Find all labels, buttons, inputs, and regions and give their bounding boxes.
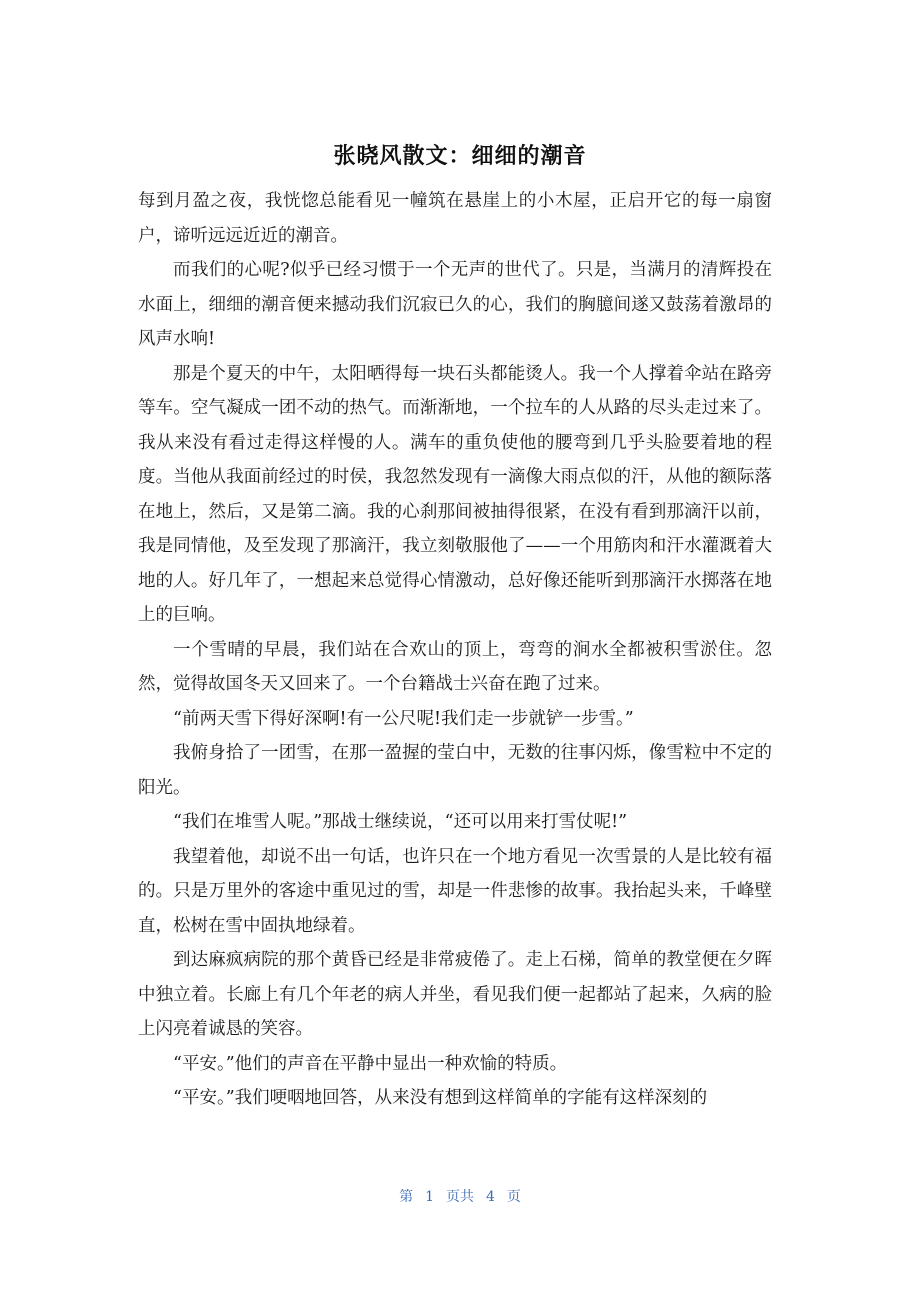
paragraph: 我望着他，却说不出一句话，也许只在一个地方看见一次雪景的人是比较有福的。只是万里外的客途中重见过的雪，却是一件悲惨的故事。我抬起头来，千峰壁直，松树在雪中固执地绿着。: [138, 846, 772, 936]
footer-label-page: 第: [399, 1189, 414, 1205]
page-footer: [0, 1186, 920, 1206]
paragraph: “前两天雪下得好深啊!有一公尺呢!我们走一步就铲一步雪。”: [173, 708, 634, 729]
paragraph: “我们在堆雪人呢。”那战士继续说，“还可以用来打雪仗呢!”: [173, 812, 628, 832]
paragraph: 到达麻疯病院的那个黄昏已经是非常疲倦了。走上石梯，简单的教堂便在夕晖中独立着。长廊上有几个年老的病人并坐，看见我们便一起都站了起来，久病的脸上闪亮着诚恳的笑容。: [138, 950, 772, 1039]
document-body: [138, 184, 772, 1116]
document-title: 张晓风散文：细细的潮音: [333, 144, 587, 169]
footer-label-end: 页: [506, 1189, 521, 1205]
footer-current-page: 1: [425, 1189, 434, 1205]
paragraph: “平安。”他们的声音在平静中显出一种欢愉的特质。: [173, 1053, 568, 1074]
footer-label-of: 页共: [446, 1189, 474, 1205]
paragraph: 一个雪晴的早晨，我们站在合欢山的顶上，弯弯的涧水全都被积雪淤住。忽然，觉得故国冬天又回来了。一个台籍战士兴奋在跑了过来。: [138, 639, 772, 694]
footer-total-pages: 4: [486, 1189, 495, 1205]
paragraph: 我俯身拾了一团雪，在那一盈握的莹白中，无数的往事闪烁，像雪粒中不定的阳光。: [138, 743, 772, 798]
paragraph: “平安。”我们哽咽地回答，从来没有想到这样简单的字能有这样深刻的: [173, 1088, 708, 1108]
paragraph: 每到月盈之夜，我恍惚总能看见一幢筑在悬崖上的小木屋，正启开它的每一扇窗户，谛听远远近近的潮音。: [138, 191, 772, 246]
paragraph: 那是个夏天的中午，太阳晒得每一块石头都能烫人。我一个人撑着伞站在路旁等车。空气凝成一团不动的热气。而渐渐地，一个拉车的人从路的尽头走过来了。我从来没有看过走得这样慢的人。满车的重负使他的腰弯到几乎头脸要着地的程度。当他从我面前经过的时侯，我忽然发现有一滴像大雨点似的汗，从他的额际落在地上，然后，又是第二滴。我的心刹那间被抽得很紧，在没有看到那滴汗以前，我是同情他，及至发现了那滴汗，我立刻敬服他了——一个用筋肉和汗水灌溉着大地的人。好几年了，一想起来总觉得心情激动，总好像还能听到那滴汗水掷落在地上的巨响。: [138, 363, 772, 625]
paragraph: 而我们的心呢?似乎已经习惯于一个无声的世代了。只是，当满月的清辉投在水面上，细细的潮音便来撼动我们沉寂已久的心，我们的胸臆间遂又鼓荡着激昂的风声水响!: [138, 260, 772, 349]
